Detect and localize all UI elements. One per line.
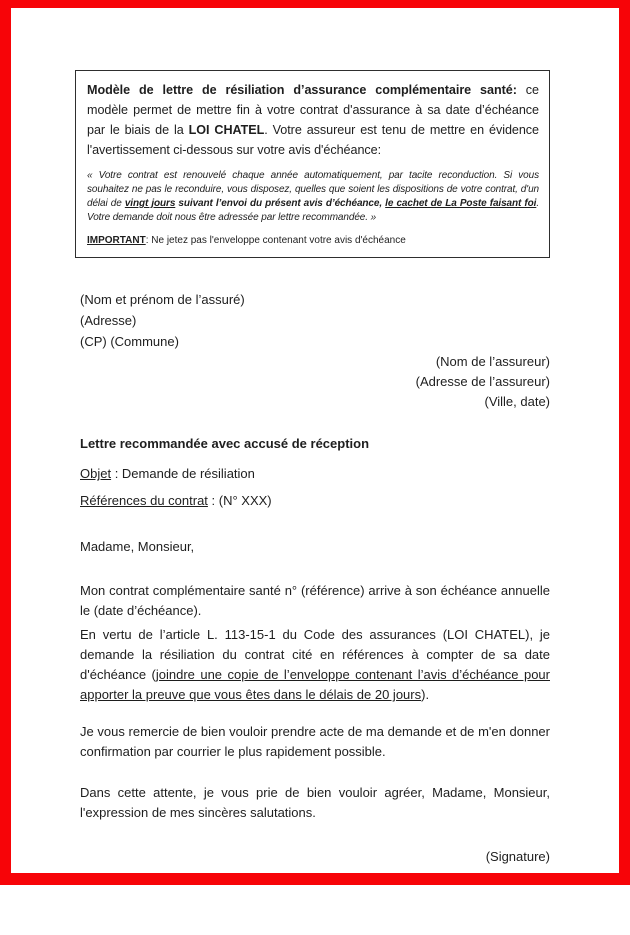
paragraph-confirmation-request: Je vous remercie de bien vouloir prendre acte de ma demande et de m'en donner confirmation par courrier le plus rapidement possible. xyxy=(80,724,550,759)
paragraph2-start: En vertu de l’article L. 113-15-1 du Code des assurances (LOI CHATEL), je demande la résiliation du contrat cité en références à compter de sa date d'échéance ( xyxy=(80,627,550,682)
recipient-name-line: (Nom de l’assureur) xyxy=(435,354,550,369)
reference-value: : (N° XXX) xyxy=(207,493,272,508)
notice-title-end: . Votre assureur est tenu de mettre en évidence l'avertissement ci-dessous sur votre avis d'échéance: xyxy=(87,123,540,157)
signature-placeholder: (Signature) xyxy=(485,849,550,864)
important-note xyxy=(87,234,539,247)
paragraph2-end: ). xyxy=(421,687,430,702)
quote-bold-mid: suivant l’envoi du présent avis d’échéance, xyxy=(175,198,386,209)
notice-title-mid: ce modèle permet de mettre fin à votre contrat d'assurance à sa date d’échéance par le biais de la xyxy=(87,83,539,137)
quote-part1: « Votre contrat est renouvelé chaque année automatiquement, par tacite reconduction. Si vous souhaitez ne pas le reconduire, vous disposez, quelles que soient les dispositions de votre contrat, d'un délai de xyxy=(87,170,539,209)
reference-label: Références du contrat xyxy=(80,493,208,508)
paragraph2-underlined-proof: joindre une copie de l’enveloppe contenant l’avis d’échéance pour apporter la preuve que vous êtes dans le délais de 20 jours xyxy=(80,667,550,702)
recipient-city-date-line: (Ville, date) xyxy=(484,394,550,409)
sender-address-block xyxy=(80,289,550,352)
letter-content xyxy=(11,289,619,867)
sender-name-line: (Nom et prénom de l’assuré) xyxy=(80,292,245,307)
contract-reference-line xyxy=(80,491,550,511)
paragraph-cancellation-request xyxy=(80,625,550,705)
sender-city-line: (CP) (Commune) xyxy=(80,334,179,349)
notice-title-bold: Modèle de lettre de résiliation d’assurance complémentaire santé: xyxy=(87,83,517,97)
sender-address-line: (Adresse) xyxy=(80,313,137,328)
paragraph-closing: Dans cette attente, je vous prie de bien vouloir agréer, Madame, Monsieur, l'expression de mes sincères salutations. xyxy=(80,785,550,820)
salutation: Madame, Monsieur, xyxy=(80,539,195,554)
letter-page xyxy=(11,70,619,935)
quote-part2: . Votre demande doit nous être adressée par lettre recommandée. » xyxy=(87,198,539,223)
notice-box xyxy=(75,70,550,258)
subject-value: : Demande de résiliation xyxy=(111,466,255,481)
renewal-warning-quote xyxy=(87,169,539,225)
paragraph-contract-expiry: Mon contrat complémentaire santé n° (référence) arrive à son échéance annuelle le (date d’échéance). xyxy=(80,583,550,618)
subject-label: Objet xyxy=(80,466,112,481)
quote-cachet-poste: le cachet de La Poste faisant foi xyxy=(385,198,537,209)
registered-letter-heading: Lettre recommandée avec accusé de réception xyxy=(80,436,370,451)
recipient-address-block xyxy=(80,352,550,412)
subject-line xyxy=(80,464,550,484)
notice-title xyxy=(87,80,539,160)
important-text: : Ne jetez pas l'enveloppe contenant votre avis d'échéance xyxy=(145,235,406,246)
quote-vingt-jours: vingt jours xyxy=(124,198,176,209)
recipient-address-line: (Adresse de l’assureur) xyxy=(415,374,550,389)
loi-chatel-label: LOI CHATEL xyxy=(188,123,265,137)
important-label: IMPORTANT xyxy=(87,235,146,246)
